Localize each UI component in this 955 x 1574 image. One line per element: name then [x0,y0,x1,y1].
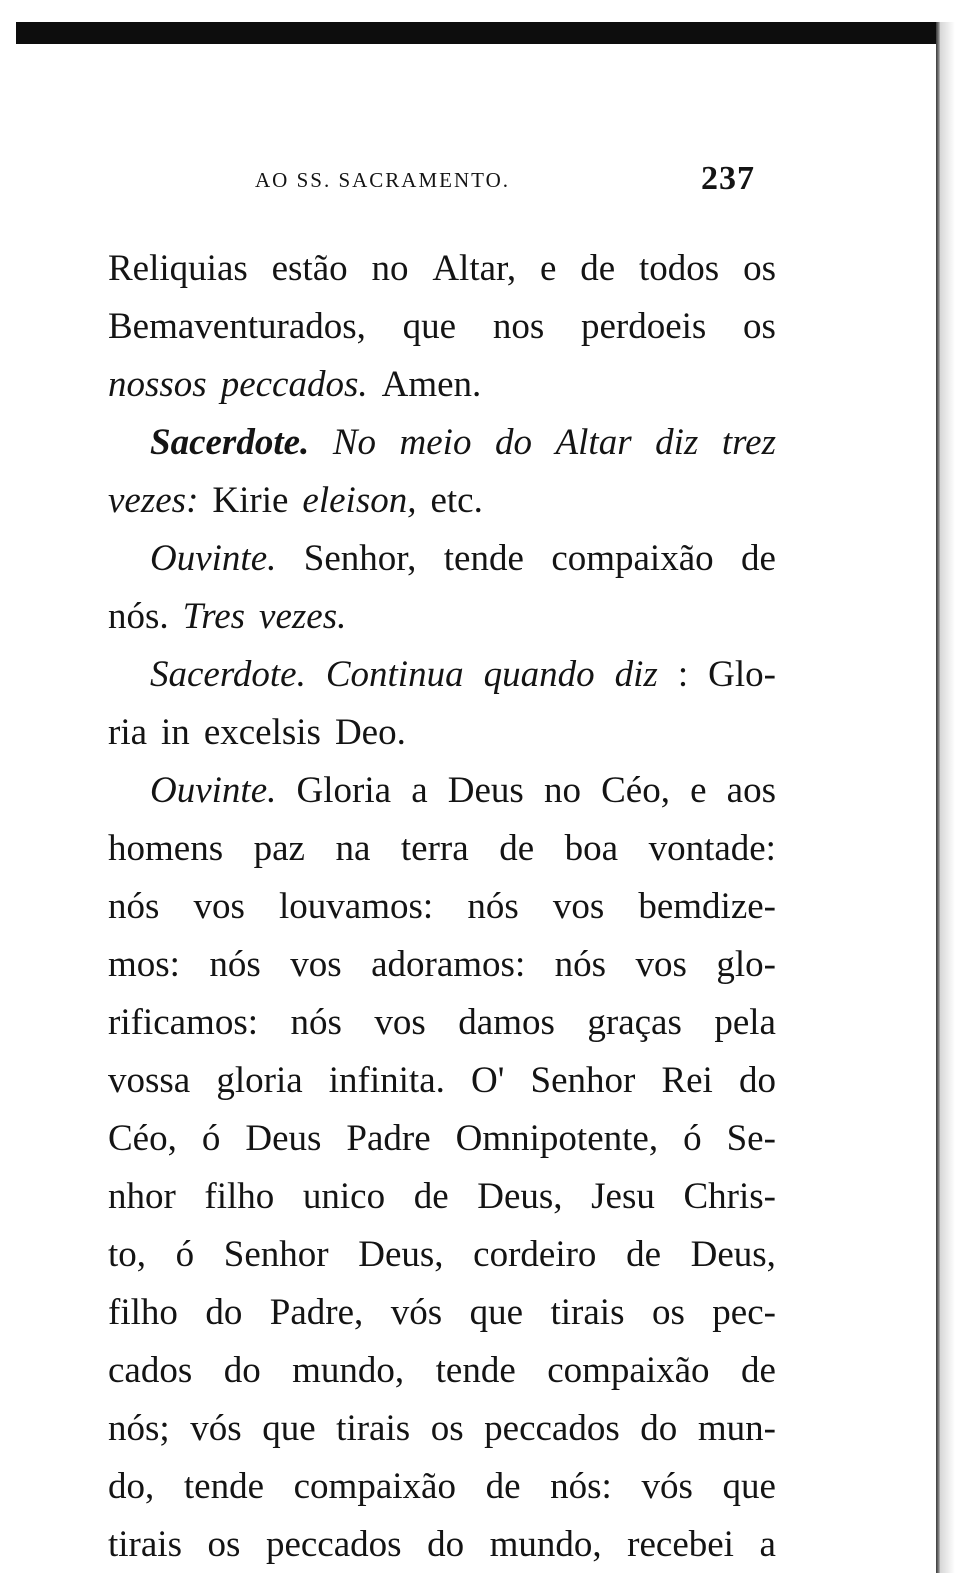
word: Amen. [381,364,482,405]
text-line [108,1226,776,1284]
word: vos [552,886,605,927]
text-line [108,414,776,472]
word: nossos [108,364,207,405]
word: os [430,1408,464,1449]
word: cordeiro [473,1234,597,1275]
word: Deus [447,770,524,811]
word: do, [108,1466,155,1507]
word: Altar [555,422,632,463]
text-line [108,994,776,1052]
word: Padre [346,1118,431,1159]
word: gloria [216,1060,303,1101]
word: os [743,306,776,347]
word: graças [587,1002,682,1043]
word: rificamos: [108,1002,259,1043]
word: de [485,1466,521,1507]
word: do [495,422,532,463]
word: nós [467,886,519,927]
word: Deus, [358,1234,444,1275]
text-line [108,1342,776,1400]
word: boa [564,828,619,869]
word: Chris- [683,1176,776,1217]
word: damos [458,1002,555,1043]
word: de [626,1234,661,1275]
word: terra [400,828,469,869]
word: a [411,770,428,811]
word: Bemaventurados, [108,306,366,347]
text-line [108,646,776,704]
word: estão [271,248,348,289]
text-line [108,1400,776,1458]
word: quando [483,654,595,695]
word: nós. [108,596,169,637]
word: que [402,306,457,347]
word: compaixão [547,1350,710,1391]
word: de [580,248,616,289]
running-head: AO SS. SACRAMENTO. [255,168,510,192]
word: excelsis [203,712,321,753]
word: Ouvinte. [150,770,277,811]
word: de [741,538,776,579]
text-line [108,1458,776,1516]
word: unico [302,1176,386,1217]
word: Senhor [530,1060,636,1101]
word: perdoeis [580,306,707,347]
word: vós [390,1292,443,1333]
word: tirais [108,1524,182,1565]
word: adoramos: [371,944,526,985]
word: vos [290,944,342,985]
word: Sacerdote. [150,422,310,463]
top-border-rule [16,22,936,44]
word: infinita. [328,1060,445,1101]
word: Gloria [296,770,392,811]
word: peccados. [220,364,368,405]
word: pela [714,1002,776,1043]
text-line [108,1168,776,1226]
text-line [108,936,776,994]
word: Céo, [601,770,670,811]
word: que [262,1408,316,1449]
word: in [161,712,190,753]
word: O' [471,1060,505,1101]
word: filho [108,1292,178,1333]
word: vós [190,1408,242,1449]
word: e [690,770,707,811]
word: de [741,1350,776,1391]
word: aos [726,770,776,811]
word: vos [193,886,245,927]
text-line [108,878,776,936]
word: os [743,248,776,289]
word: nós: [550,1466,612,1507]
word: de [499,828,535,869]
word: Senhor, [303,538,417,579]
word: vos [374,1002,426,1043]
word: ó [175,1234,195,1275]
word: pec- [712,1292,776,1333]
word: Deus, [690,1234,776,1275]
word: no [543,770,581,811]
word: glo- [716,944,776,985]
word: ria [108,712,148,753]
word: tirais [336,1408,411,1449]
text-line [108,704,776,762]
word: que [722,1466,776,1507]
word: do [738,1060,776,1101]
word: Jesu [591,1176,655,1217]
word: nós [290,1002,342,1043]
word: recebei [627,1524,734,1565]
word: mundo, [292,1350,405,1391]
word: louvamos: [279,886,434,927]
word: etc. [430,480,483,521]
word: mos: [108,944,180,985]
text-line [108,530,776,588]
text-line [108,240,776,298]
word: Altar, [432,248,517,289]
word: do [640,1408,678,1449]
word: to, [108,1234,147,1275]
word: diz [655,422,699,463]
text-line [108,1284,776,1342]
page-edge-shadow [940,22,955,1573]
text-line [108,588,776,646]
word: tende [435,1350,516,1391]
word: Se- [726,1118,776,1159]
word: Tres [182,596,246,637]
word: Rei [661,1060,713,1101]
page-header [255,160,775,200]
word: paz [253,828,305,869]
word: Deus [245,1118,322,1159]
text-line [108,1052,776,1110]
word: diz [614,654,658,695]
word: mun- [697,1408,776,1449]
word: homens [108,828,224,869]
word: todos [639,248,720,289]
word: no [371,248,409,289]
word: nós [554,944,607,985]
word: vontade: [648,828,776,869]
word: nos [492,306,545,347]
word: mundo, [489,1524,602,1565]
word: nhor [108,1176,176,1217]
text-line [108,820,776,878]
word: ó [201,1118,221,1159]
word: nós; [108,1408,170,1449]
word: Sacerdote. [150,654,306,695]
word: peccados [265,1524,402,1565]
word: Deus, [477,1176,563,1217]
word: Omnipotente, [455,1118,659,1159]
text-line [108,1110,776,1168]
word: vos [635,944,687,985]
word: vezes: [108,480,199,521]
word: tende [443,538,524,579]
word: eleison, [302,480,417,521]
word: vossa [108,1060,191,1101]
word: filho [204,1176,275,1217]
text-line [108,472,776,530]
word: do [223,1350,261,1391]
word: No [332,422,376,463]
word: Continua [325,654,464,695]
word: do [205,1292,243,1333]
word: de [413,1176,449,1217]
word: peccados [484,1408,620,1449]
word: bemdize- [638,886,776,927]
word: a [759,1524,776,1565]
word: Ouvinte. [150,538,277,579]
word: que [469,1292,524,1333]
word: do [427,1524,465,1565]
word: Deo. [334,712,406,753]
word: Reliquias [108,248,248,289]
word: meio [399,422,472,463]
word: vezes. [259,596,347,637]
word: tende [183,1466,264,1507]
word: Padre, [269,1292,364,1333]
word: ó [683,1118,702,1159]
word: nós [209,944,261,985]
word: vós [641,1466,693,1507]
word: : [677,654,689,695]
text-line [108,1516,776,1574]
word: compaixão [293,1466,456,1507]
word: tirais [550,1292,625,1333]
word: na [335,828,371,869]
text-line [108,356,776,414]
word: Kirie [212,480,289,521]
word: nós [108,886,160,927]
word: Céo, [108,1118,177,1159]
word: compaixão [551,538,714,579]
word: Senhor [223,1234,329,1275]
text-line [108,762,776,820]
body-text [108,240,776,1574]
word: cados [108,1350,193,1391]
word: Glo- [708,654,776,695]
word: e [539,248,557,289]
word: trez [721,422,776,463]
page-number: 237 [701,160,755,197]
text-line [108,298,776,356]
word: os [207,1524,241,1565]
word: os [651,1292,685,1333]
